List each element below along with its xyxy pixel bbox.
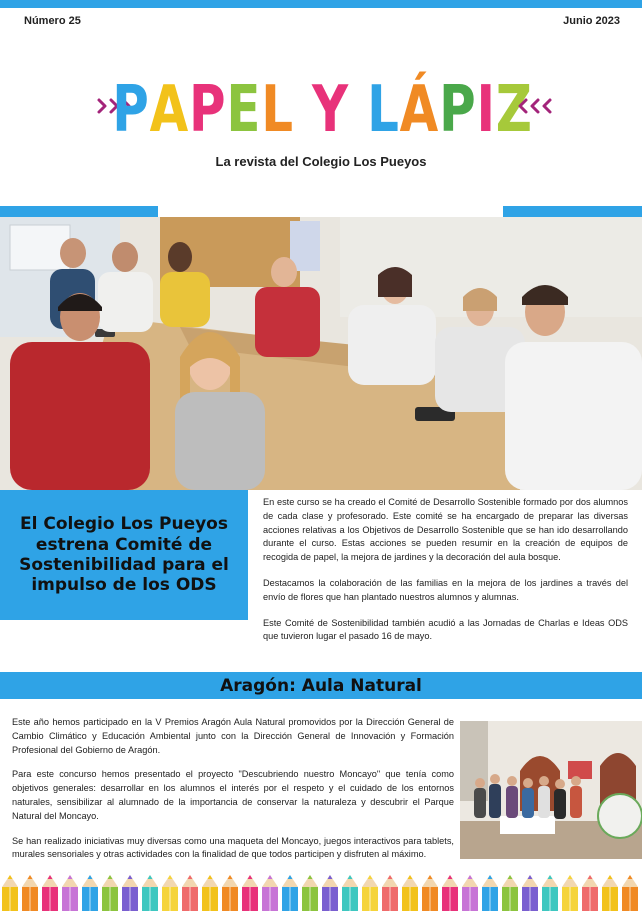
- pencil-icon: [362, 875, 378, 911]
- committee-group-photo: [0, 217, 642, 490]
- title-letter: P: [439, 73, 477, 147]
- column-gap: [248, 490, 256, 620]
- pencil-icon: [42, 875, 58, 911]
- masthead: [0, 70, 642, 150]
- pencil-icon: [522, 875, 538, 911]
- magazine-subtitle: La revista del Colegio Los Pueyos: [215, 154, 427, 169]
- title-letter: L: [367, 73, 400, 147]
- pencil-icon: [222, 875, 238, 911]
- aula-natural-group-photo: [460, 721, 642, 859]
- pencil-icon: [442, 875, 458, 911]
- title-letter: Z: [495, 73, 533, 147]
- pencil-icon: [562, 875, 578, 911]
- issue-number: Número 25: [24, 15, 81, 27]
- section-title: Aragón: Aula Natural: [220, 675, 422, 696]
- pencil-icon: [122, 875, 138, 911]
- title-letter: P: [188, 73, 227, 147]
- pencil-icon: [102, 875, 118, 911]
- article-headline-box: [0, 490, 248, 620]
- pencil-icon: [22, 875, 38, 911]
- top-accent-bar: [0, 0, 642, 8]
- issue-date: Junio 2023: [563, 15, 620, 27]
- pencil-icon: [282, 875, 298, 911]
- title-letter: Y: [311, 73, 349, 147]
- article-body: [263, 496, 628, 656]
- pencil-icon: [242, 875, 258, 911]
- article-paragraph: Este Comité de Sostenibilidad también acudió a las Jornadas de Charlas e Ideas ODS que tuvieron lugar el pasado 16 de mayo.: [263, 617, 628, 642]
- pencil-icon: [602, 875, 618, 911]
- pencil-icon: [462, 875, 478, 911]
- pencil-icon: [2, 875, 18, 911]
- article-paragraph: Destacamos la colaboración de las familias en la mejora de los jardines a través del envío de flores que han plantado nuestros alumnos y alumnas.: [263, 577, 628, 602]
- pencil-icon: [482, 875, 498, 911]
- section-body: [12, 716, 454, 873]
- pencil-icon: [422, 875, 438, 911]
- pencil-icon: [542, 875, 558, 911]
- pencil-icon: [142, 875, 158, 911]
- section-paragraph: Este año hemos participado en la V Premios Aragón Aula Natural promovidos por la Dirección General de Cambio Climático y Educación Ambiental junto con la Dirección General de Innovación y Formación Profesional del Gobierno de Aragón.: [12, 717, 454, 755]
- pencil-icon: [322, 875, 338, 911]
- pencil-icon: [582, 875, 598, 911]
- pencil-icon: [382, 875, 398, 911]
- title-letter: E: [226, 73, 262, 147]
- pencil-border: [0, 875, 642, 911]
- article-paragraph: En este curso se ha creado el Comité de Desarrollo Sostenible formado por dos alumnos de cada clase y profesorado. Este comité se ha encargado de preparar las diversas acciones relativas a los Objetivos de Desarrollo Sostenible que se han ido desarrollando durante el curso. Estas acciones se pueden resumir en la creación de equipos de recogida de papel, la mejora de jardines y la decoración del aula bosque.: [263, 497, 628, 563]
- pencil-icon: [62, 875, 78, 911]
- section-paragraph: Para este concurso hemos presentado el proyecto "Descubriendo nuestro Moncayo" que tenía como objetivos generales: desarrollar en los alumnos el interés por el respeto y el cuidado de los entornos naturales, sensibilizar al alumnado de la importancia de conservar la naturaleza y descubrir el Parque Natural del Moncayo.: [12, 769, 454, 821]
- section-paragraph: Se han realizado iniciativas muy diversas como una maqueta del Moncayo, juegos interactivos para tablets, murales sensoriales y otras actividades con la finalidad de que todos participen y disfruten al máximo.: [12, 835, 454, 860]
- title-letter: L: [261, 73, 294, 147]
- pencil-icon: [162, 875, 178, 911]
- title-letter: Á: [399, 73, 440, 147]
- pencil-icon: [622, 875, 638, 911]
- title-letter: P: [112, 73, 150, 147]
- title-letter: I: [476, 73, 496, 147]
- pencil-icon: [202, 875, 218, 911]
- pencil-icon: [402, 875, 418, 911]
- title-letter: [294, 78, 312, 142]
- pencil-icon: [82, 875, 98, 911]
- pencil-icon: [502, 875, 518, 911]
- section-header-bar: [0, 672, 642, 699]
- magazine-title: [112, 70, 533, 150]
- pencil-icon: [262, 875, 278, 911]
- chevrons-left-icon: [515, 96, 553, 116]
- pencil-icon: [182, 875, 198, 911]
- title-letter: [349, 78, 367, 142]
- title-letter: A: [149, 73, 189, 147]
- article-headline: El Colegio Los Pueyos estrena Comité de Sostenibilidad para el impulso de los ODS: [19, 514, 229, 596]
- pencil-icon: [302, 875, 318, 911]
- pencil-icon: [342, 875, 358, 911]
